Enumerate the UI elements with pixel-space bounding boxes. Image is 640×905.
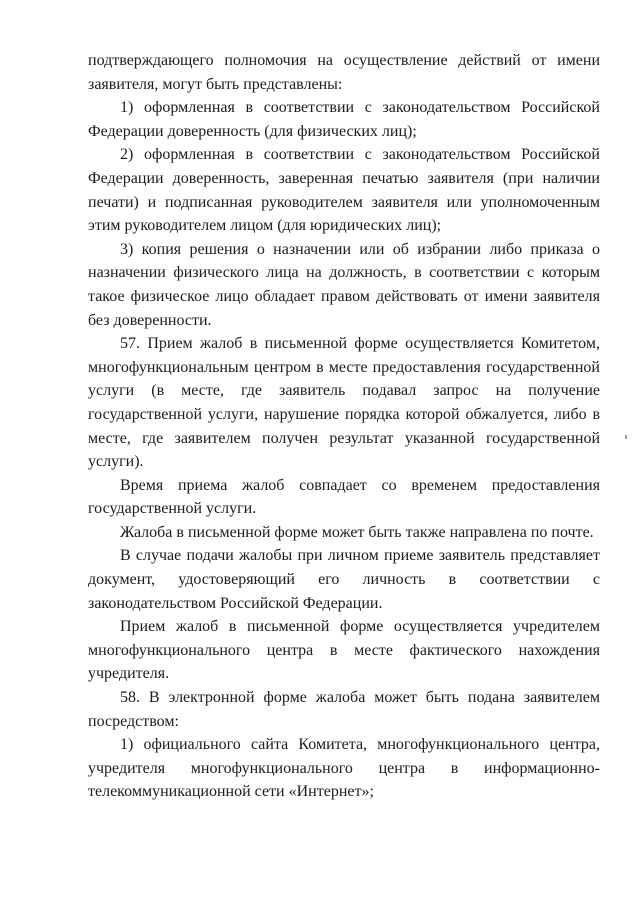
list-item-3: 3) копия решения о назначении или об избрании либо приказа о назначении физического лица на должность, в соответствии с которым такое физическое лицо обладает правом действовать от имени заявителя без доверенности. bbox=[88, 240, 600, 329]
scan-mark bbox=[625, 435, 627, 439]
paragraph-continuation: подтверждающего полномочия на осуществление действий от имени заявителя, могут быть представлены: bbox=[88, 52, 600, 93]
paragraph-founder: Прием жалоб в письменной форме осуществляется учредителем многофункционального центра в месте фактического нахождения учредителя. bbox=[88, 618, 600, 683]
document-body bbox=[88, 49, 600, 804]
paragraph-personal: В случае подачи жалобы при личном приеме заявитель представляет документ, удостоверяющий его личность в соответствии с законодательством Российской Федерации. bbox=[88, 547, 600, 612]
list-item-1: 1) оформленная в соответствии с законодательством Российской Федерации доверенность (для физических лиц); bbox=[88, 99, 600, 140]
paragraph-time: Время приема жалоб совпадает со временем предоставления государственной услуги. bbox=[88, 476, 600, 518]
list-item-2: 2) оформленная в соответствии с законодательством Российской Федерации доверенность, заверенная печатью заявителя (при наличии печати) и подписанная руководителем заявителя или уполномоченным этим руководителем лицом (для юридических лиц); bbox=[88, 146, 600, 235]
paragraph-57: 57. Прием жалоб в письменной форме осуществляется Комитетом, многофункциональным центром в месте предоставления государственной услуги (в месте, где заявитель подавал запрос на получение государственной услуги, нарушение порядка которой обжалуется, либо в месте, где заявителем получен результат указанной государственной услуги). bbox=[88, 335, 600, 471]
paragraph-mail: Жалоба в письменной форме может быть также направлена по почте. bbox=[120, 523, 594, 541]
list-item-58-1: 1) официального сайта Комитета, многофункционального центра, учредителя многофункционального центра в информационно-телекоммуникационной сети «Интернет»; bbox=[88, 736, 600, 801]
paragraph-58: 58. В электронной форме жалоба может быть подана заявителем посредством: bbox=[88, 689, 600, 730]
